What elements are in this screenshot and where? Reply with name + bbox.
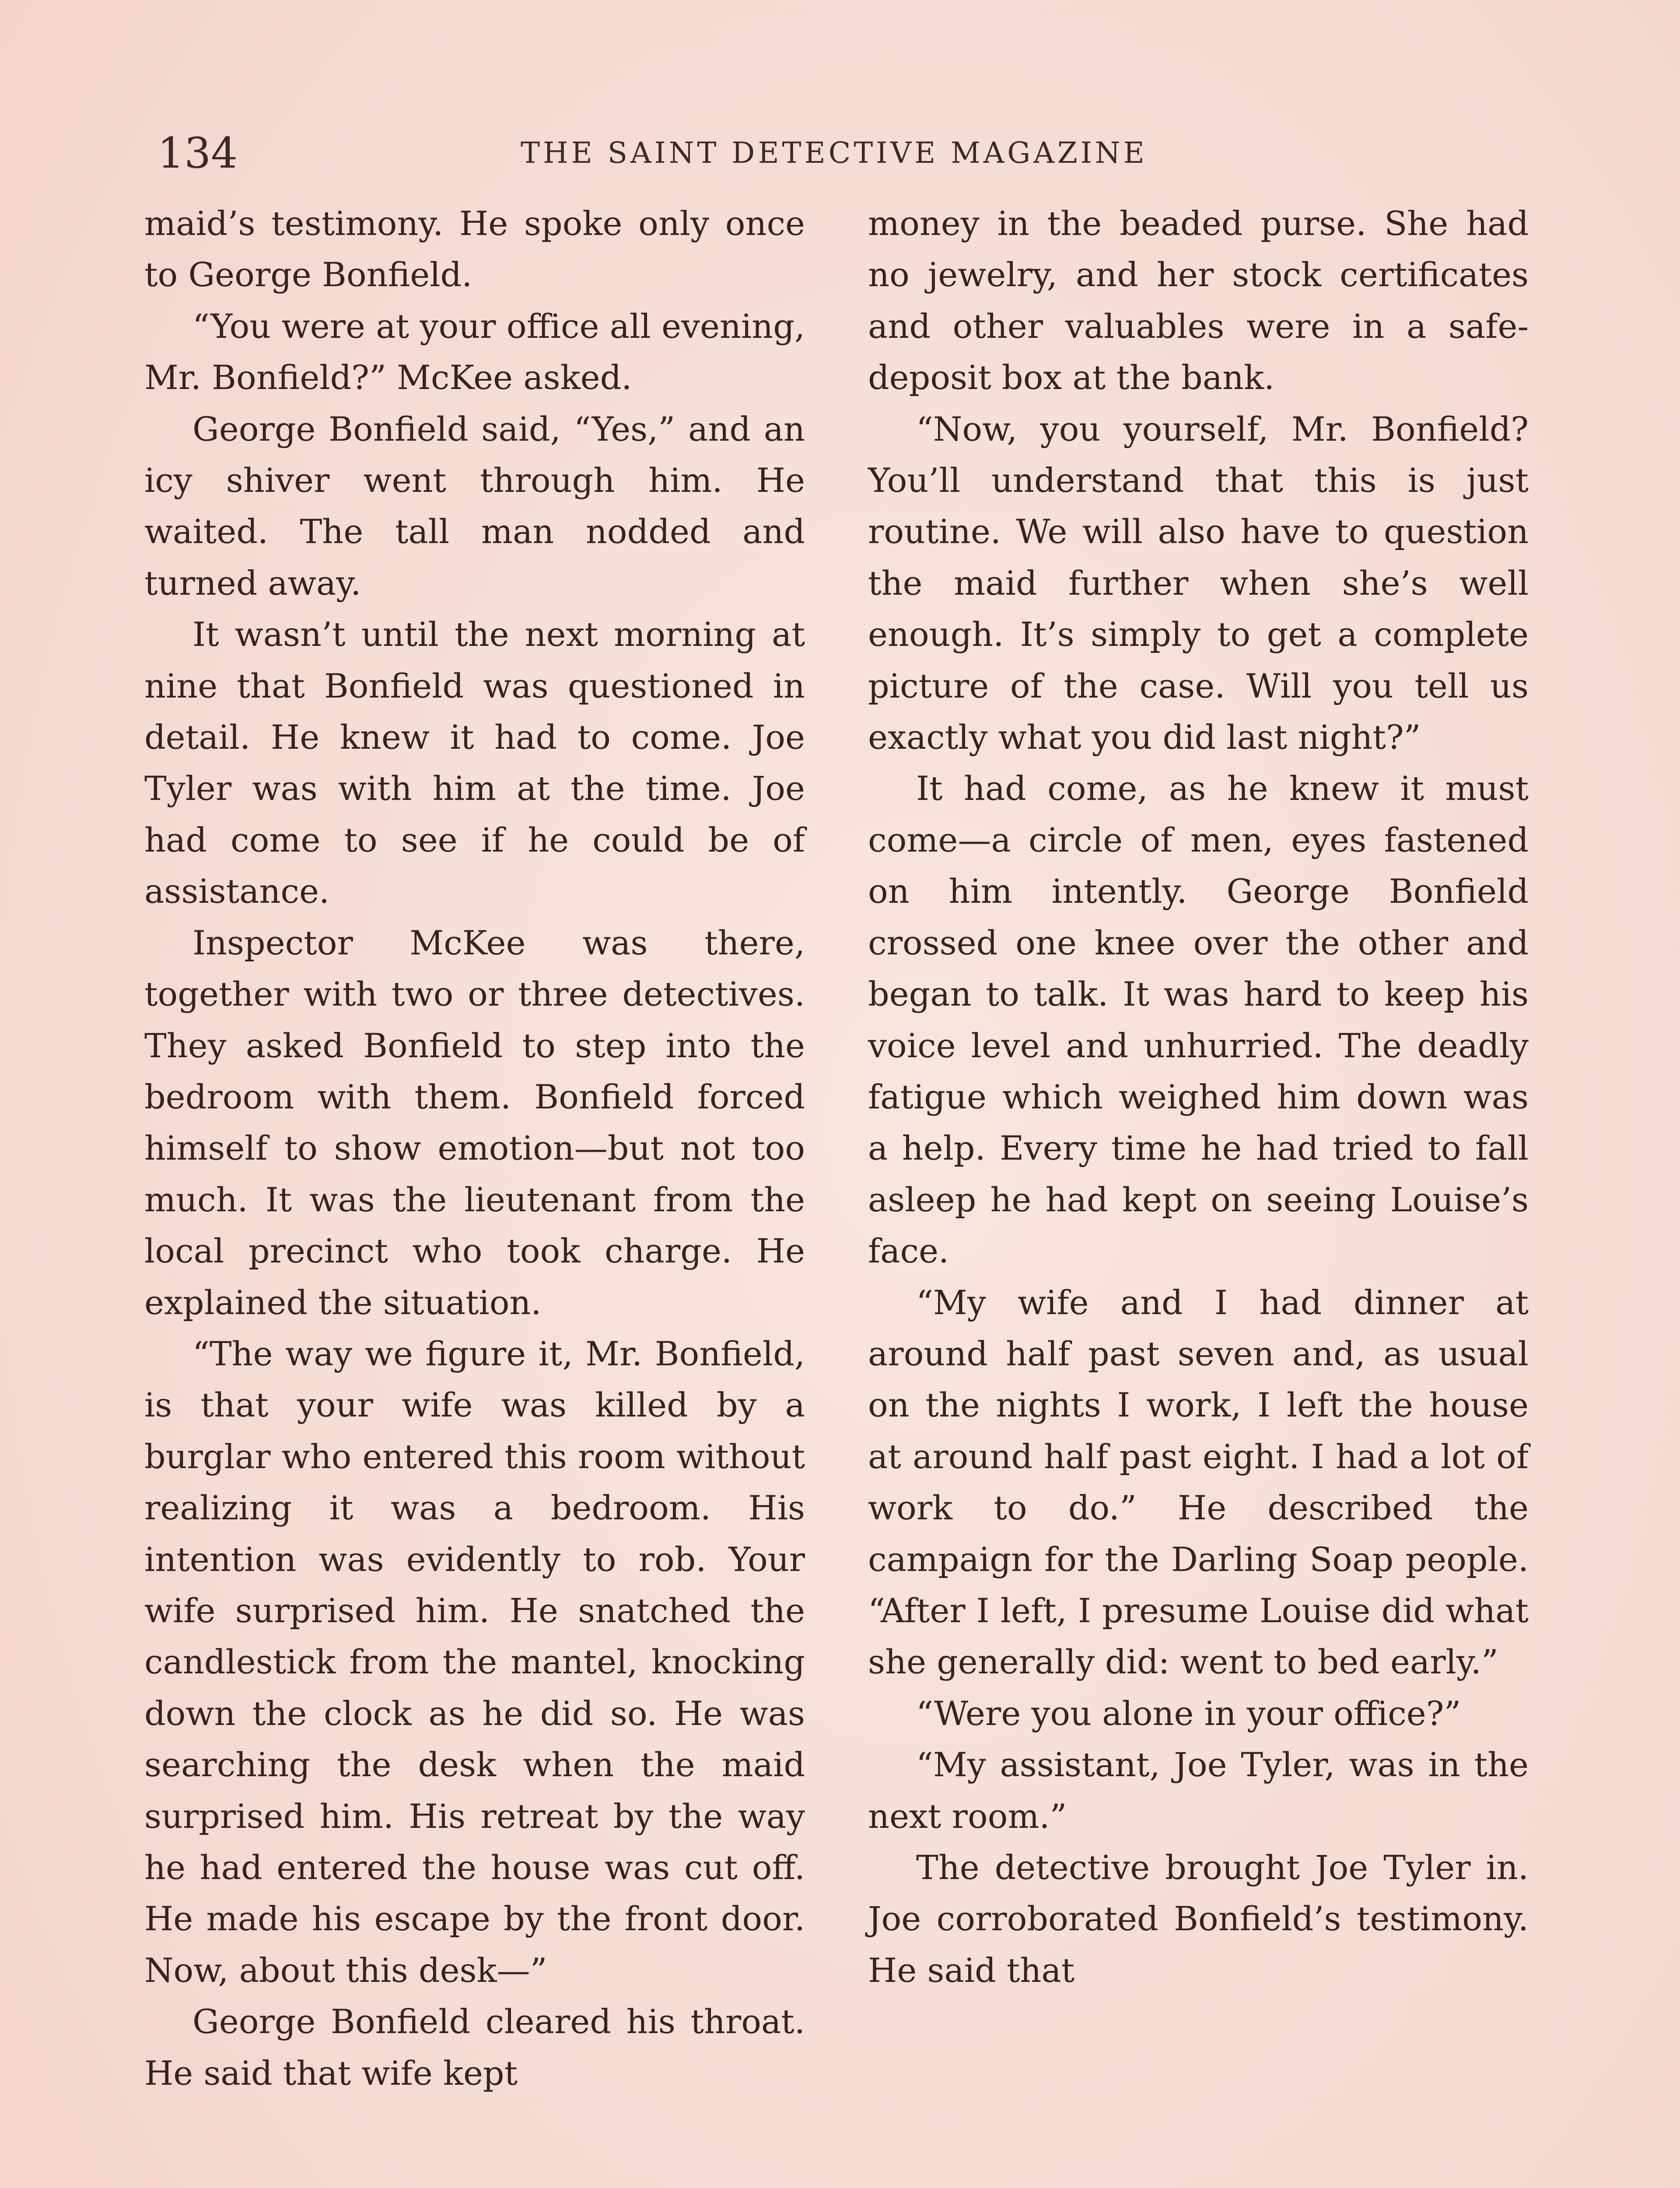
paragraph: “The way we figure it, Mr. Bonfield, is that your wife was killed by a burglar who entered this room without realizing it was a bedroom. His intention was evidently to rob. Your wife surprised him. He snatched the candlestick from the mantel, knocking down the clock as he did so. He was searching the desk when the maid surprised him. His retreat by the way he had entered the house was cut off. He made his escape by the front door. Now, about this desk—” — [144, 1334, 805, 1990]
running-head: THE SAINT DETECTIVE MAGAZINE — [521, 136, 1148, 170]
paragraph: The detective brought Joe Tyler in. Joe corroborated Bonfield’s testimony. He said that — [868, 1848, 1529, 1990]
paragraph: Inspector McKee was there, together with two or three detectives. They asked Bonfield to step into the bedroom with them. Bonfield forced himself to show emotion—but not too much. It was the lieutenant from the local precinct who took charge. He explained the situation. — [144, 923, 805, 1322]
paragraph: “Now, you yourself, Mr. Bonfield? You’ll understand that this is just routine. We will also have to question the maid further when she’s well enough. It’s simply to get a complete picture of the case. Will you tell us exactly what you did last night?” — [868, 409, 1529, 757]
page-header — [144, 123, 1536, 184]
paragraph: “My assistant, Joe Tyler, was in the next room.” — [868, 1745, 1529, 1836]
right-column — [868, 198, 1529, 1996]
left-column — [144, 198, 805, 2099]
paragraph: “You were at your office all evening, Mr. Bonfield?” McKee asked. — [144, 306, 805, 397]
paragraph: money in the beaded purse. She had no jewelry, and her stock certificates and other valuables were in a safe-deposit box at the bank. — [868, 204, 1529, 397]
paragraph: “Were you alone in your office?” — [916, 1694, 1461, 1733]
page-number: 134 — [158, 129, 238, 178]
paragraph: It wasn’t until the next morning at nine that Bonfield was questioned in detail. He knew it had to come. Joe Tyler was with him at the time. Joe had come to see if he could be of assistance. — [144, 615, 805, 911]
paragraph: “My wife and I had dinner at around half past seven and, as usual on the nights I work, I left the house at around half past eight. I had a lot of work to do.” He described the campaign for the Darling Soap people. “After I left, I presume Louise did what she generally did: went to bed early.” — [868, 1283, 1529, 1682]
paragraph: George Bonfield cleared his throat. He said that wife kept — [144, 2002, 805, 2093]
paragraph: It had come, as he knew it must come—a circle of men, eyes fastened on him intently. George Bonfield crossed one knee over the other and began to talk. It was hard to keep his voice level and unhurried. The deadly fatigue which weighed him down was a help. Every time he had tried to fall asleep he had kept on seeing Louise’s face. — [868, 769, 1529, 1271]
paragraph: George Bonfield said, “Yes,” and an icy shiver went through him. He waited. The tall man nodded and turned away. — [144, 409, 805, 603]
paragraph: maid’s testimony. He spoke only once to George Bonfield. — [144, 204, 805, 295]
